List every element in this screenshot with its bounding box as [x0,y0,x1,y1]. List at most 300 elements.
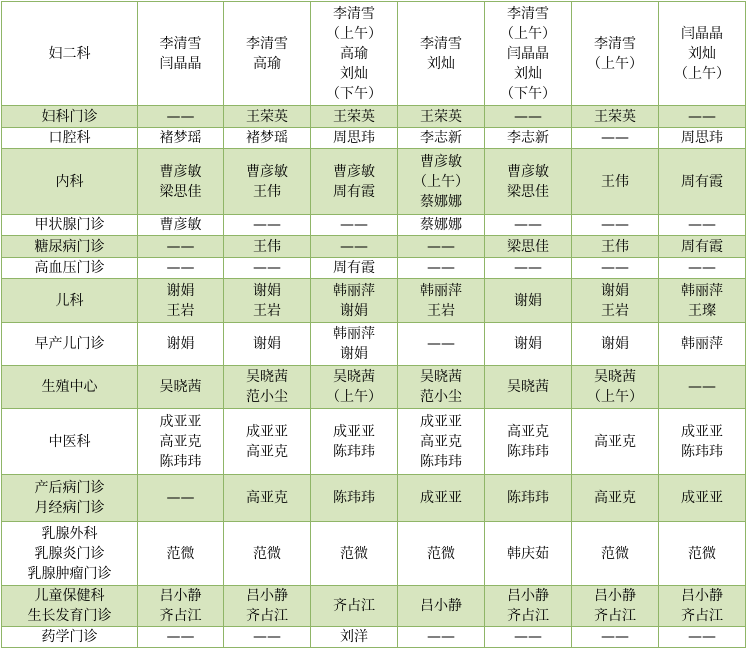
cell-line: —— [340,238,368,255]
cell-line: 刘灿 [514,65,542,82]
cell-line: 曹彦敏 [333,163,375,180]
cell-line: 李清雪 [333,5,375,22]
cell-line: 吕小静 [594,588,636,604]
cell-line: 王伟 [601,173,629,190]
cell-line: 王荣英 [420,108,462,125]
doctor-cell [311,149,398,215]
doctor-cell [485,106,572,128]
cell-line: 早产儿门诊 [34,336,105,352]
doctor-cell [138,258,224,279]
doctor-cell [398,522,485,586]
doctor-cell [224,128,311,149]
cell-line: （上午） [326,25,382,42]
doctor-cell [485,586,572,627]
cell-line: 吴晓茜 [333,369,375,385]
cell-line: （上午） [500,25,556,42]
cell-line: 李清雪 [420,35,462,52]
doctor-cell [224,366,311,409]
cell-line: —— [166,629,195,645]
shift-header-cell [572,2,659,106]
cell-line: 谢娟 [340,302,368,319]
doctor-cell [659,366,746,409]
cell-line: 范微 [253,545,281,562]
cell-line: 吴晓茜 [507,379,549,395]
doctor-cell [224,586,311,627]
cell-line: 褚梦瑶 [246,130,288,146]
doctor-cell [659,409,746,475]
table-row [2,366,746,409]
cell-line: —— [514,629,542,645]
doctor-cell [398,627,485,648]
cell-line: 范微 [601,545,629,562]
cell-line: 成亚亚 [159,413,202,430]
shift-header-cell [138,2,224,106]
table-row [2,258,746,279]
cell-line: 乳腺肿瘤门诊 [27,565,112,582]
doctor-cell [572,323,659,366]
shift-header-cell [224,2,311,106]
cell-line: 闫晶晶 [159,55,202,72]
cell-line: 范微 [688,545,716,562]
cell-line: —— [166,238,195,255]
cell-line: 高瑜 [340,45,368,62]
doctor-cell [224,258,311,279]
doctor-cell [659,627,746,648]
cell-line: —— [601,217,629,233]
doctor-cell [398,215,485,236]
doctor-cell [311,366,398,409]
doctor-cell [485,475,572,522]
cell-line: 闫晶晶 [681,25,723,42]
doctor-cell [485,215,572,236]
cell-line: 李清雪 [507,5,549,22]
doctor-cell [485,409,572,475]
cell-line: 儿科 [55,292,84,309]
doctor-cell [572,475,659,522]
department-label-cell [2,106,138,128]
cell-line: —— [427,238,455,255]
cell-line: 月经病门诊 [34,500,105,516]
department-label-cell [2,128,138,149]
cell-line: 周有霞 [333,260,375,276]
cell-line: 吕小静 [507,588,549,604]
cell-line: 周有霞 [681,173,723,190]
doctor-cell [485,258,572,279]
cell-line: （上午） [587,389,643,405]
department-label-cell [2,522,138,586]
doctor-cell [311,258,398,279]
cell-line: 高亚克 [246,490,288,506]
cell-line: 成亚亚 [681,423,723,440]
doctor-cell [659,236,746,258]
doctor-cell [224,627,311,648]
cell-line: 高瑜 [253,55,281,72]
cell-line: 吕小静 [420,598,462,614]
doctor-cell [138,149,224,215]
cell-line: 乳腺外科 [41,525,98,542]
doctor-cell [311,236,398,258]
department-label-cell [2,323,138,366]
cell-line: 王岩 [166,302,195,319]
doctor-cell [398,128,485,149]
cell-line: 谢娟 [514,292,542,309]
doctor-cell [659,215,746,236]
doctor-cell [138,128,224,149]
cell-line: 陈玮玮 [507,490,549,506]
cell-line: 刘灿 [340,65,368,82]
cell-line: 王璨 [688,302,716,319]
doctor-cell [572,258,659,279]
department-label-cell [2,475,138,522]
cell-line: 高亚克 [594,433,636,450]
schedule-body [2,2,746,648]
table-row [2,279,746,323]
table-row [2,586,746,627]
cell-line: 李志新 [420,130,462,146]
cell-line: 高亚克 [594,490,636,506]
department-label-cell [2,149,138,215]
cell-line: 谢娟 [166,336,195,352]
cell-line: 韩丽萍 [681,282,723,299]
cell-line: 蔡娜娜 [420,217,462,233]
cell-line: 高亚克 [246,443,288,460]
cell-line: —— [253,629,281,645]
cell-line: 内科 [55,173,84,190]
doctor-cell [572,236,659,258]
cell-line: —— [688,217,716,233]
cell-line: 蔡娜娜 [420,193,462,210]
cell-line: 糖尿病门诊 [34,238,105,255]
cell-line: 王伟 [253,183,281,200]
cell-line: 曹彦敏 [507,163,549,180]
doctor-cell [224,106,311,128]
cell-line: 曹彦敏 [159,163,202,180]
cell-line: 吴晓茜 [594,369,636,385]
cell-line: 李清雪 [594,35,636,52]
cell-line: 梁思佳 [507,183,549,200]
cell-line: 陈玮玮 [159,453,202,470]
shift-header-cell [398,2,485,106]
cell-line: 齐占江 [507,608,549,624]
cell-line: 周有霞 [681,238,723,255]
cell-line: 刘灿 [427,55,455,72]
cell-line: 吴晓茜 [159,379,202,395]
doctor-cell [485,522,572,586]
department-label-cell [2,409,138,475]
cell-line: 儿童保健科 [34,588,105,604]
header-row [2,2,746,106]
doctor-cell [138,586,224,627]
doctor-cell [398,106,485,128]
doctor-cell [659,323,746,366]
cell-line: 产后病门诊 [34,480,105,496]
doctor-cell [138,409,224,475]
cell-line: 韩庆茹 [507,545,549,562]
doctor-cell [659,586,746,627]
doctor-cell [398,279,485,323]
cell-line: —— [601,629,629,645]
department-label-cell [2,215,138,236]
cell-line: 范微 [427,545,455,562]
doctor-cell [572,128,659,149]
doctor-cell [572,522,659,586]
cell-line: 陈玮玮 [507,443,549,460]
cell-line: 刘灿 [688,45,716,62]
doctor-cell [224,475,311,522]
doctor-cell [311,128,398,149]
doctor-cell [224,279,311,323]
cell-line: 谢娟 [340,346,368,362]
shift-header-cell [485,2,572,106]
doctor-cell [311,522,398,586]
cell-line: （下午） [326,85,382,102]
cell-line: —— [514,217,542,233]
table-row [2,475,746,522]
doctor-cell [659,258,746,279]
doctor-cell [138,627,224,648]
doctor-cell [138,279,224,323]
cell-line: —— [166,108,195,125]
cell-line: —— [166,260,195,276]
doctor-cell [138,475,224,522]
cell-line: —— [514,260,542,276]
cell-line: 韩丽萍 [420,282,462,299]
doctor-cell [659,522,746,586]
cell-line: 陈玮玮 [420,453,462,470]
doctor-cell [572,149,659,215]
cell-line: 甲状腺门诊 [34,217,105,233]
cell-line: 成亚亚 [420,413,462,430]
cell-line: 妇科门诊 [41,108,98,125]
cell-line: 王荣英 [594,108,636,125]
cell-line: 范小尘 [246,389,288,405]
table-row [2,522,746,586]
doctor-cell [398,323,485,366]
cell-line: 生长发育门诊 [27,608,112,624]
doctor-cell [224,215,311,236]
table-row [2,323,746,366]
doctor-cell [398,366,485,409]
cell-line: 范微 [340,545,368,562]
doctor-cell [398,236,485,258]
doctor-cell [398,475,485,522]
cell-line: —— [688,260,716,276]
doctor-cell [485,366,572,409]
cell-line: 齐占江 [333,598,375,614]
shift-header-cell [311,2,398,106]
cell-line: 高亚克 [159,433,202,450]
doctor-cell [224,149,311,215]
cell-line: —— [427,629,455,645]
doctor-cell [311,106,398,128]
cell-line: 陈玮玮 [333,490,375,506]
cell-line: （上午） [413,173,469,190]
cell-line: （下午） [500,85,556,102]
doctor-cell [138,215,224,236]
cell-line: 谢娟 [166,282,195,299]
doctor-cell [572,279,659,323]
doctor-cell [138,106,224,128]
cell-line: 谢娟 [601,282,629,299]
doctor-cell [572,409,659,475]
cell-line: 高亚克 [507,423,549,440]
table-row [2,215,746,236]
cell-line: 成亚亚 [420,490,462,506]
cell-line: 吕小静 [246,588,288,604]
table-row [2,149,746,215]
cell-line: 韩丽萍 [333,326,375,342]
cell-line: 王岩 [427,302,455,319]
table-row [2,627,746,648]
department-label-cell [2,236,138,258]
shift-header-cell [659,2,746,106]
department-corner-cell: 妇二科 [2,2,138,106]
cell-line: —— [427,260,455,276]
cell-line: 齐占江 [681,608,723,624]
doctor-cell [572,215,659,236]
cell-line: 吴晓茜 [246,369,288,385]
cell-line: 乳腺炎门诊 [34,545,105,562]
doctor-cell [572,627,659,648]
cell-line: 李清雪 [246,35,288,52]
table-row [2,106,746,128]
doctor-cell [572,586,659,627]
cell-line: 齐占江 [159,608,202,624]
cell-line: （上午） [674,65,730,82]
doctor-cell [659,149,746,215]
cell-line: —— [427,336,455,352]
table-row [2,128,746,149]
cell-line: 高血压门诊 [34,260,105,276]
department-label-cell [2,279,138,323]
cell-line: 王伟 [253,238,281,255]
cell-line: 褚梦瑶 [159,130,202,146]
cell-line: 韩丽萍 [681,336,723,352]
doctor-cell [659,475,746,522]
cell-line: （上午） [326,389,382,405]
cell-line: 曹彦敏 [159,217,202,233]
cell-line: 谢娟 [253,282,281,299]
cell-line: 齐占江 [246,608,288,624]
doctor-cell [138,323,224,366]
cell-line: —— [688,629,716,645]
table-row [2,236,746,258]
cell-line: 谢娟 [253,336,281,352]
cell-line: 生殖中心 [41,379,98,395]
cell-line: 成亚亚 [333,423,375,440]
cell-line: —— [514,108,542,125]
cell-line: 刘洋 [340,629,368,645]
cell-line: 齐占江 [594,608,636,624]
department-label-cell [2,586,138,627]
doctor-cell [224,236,311,258]
cell-line: 成亚亚 [246,423,288,440]
table-row [2,409,746,475]
doctor-cell [138,366,224,409]
doctor-cell [311,323,398,366]
doctor-cell [485,128,572,149]
cell-line: 曹彦敏 [420,153,462,170]
cell-line: 吴晓茜 [420,369,462,385]
department-label-cell [2,366,138,409]
cell-line: 韩丽萍 [333,282,375,299]
cell-line: 梁思佳 [159,183,202,200]
doctor-cell [138,522,224,586]
cell-line: 吕小静 [681,588,723,604]
doctor-cell [311,215,398,236]
cell-line: 范微 [166,545,195,562]
doctor-cell [224,409,311,475]
cell-line: —— [601,130,629,146]
cell-line: 李志新 [507,130,549,146]
cell-line: 周思玮 [681,130,723,146]
doctor-cell [224,522,311,586]
doctor-cell [398,409,485,475]
cell-line: 周思玮 [333,130,375,146]
doctor-cell [485,236,572,258]
cell-line: —— [688,108,716,125]
cell-line: 谢娟 [514,336,542,352]
cell-line: —— [253,217,281,233]
doctor-cell [659,106,746,128]
cell-line: 谢娟 [601,336,629,352]
cell-line: 陈玮玮 [333,443,375,460]
cell-line: 王荣英 [246,108,288,125]
cell-line: 范小尘 [420,389,462,405]
doctor-cell [311,279,398,323]
doctor-cell [485,149,572,215]
doctor-cell [311,627,398,648]
cell-line: 周有霞 [333,183,375,200]
doctor-cell [485,323,572,366]
doctor-cell [572,106,659,128]
doctor-cell [398,258,485,279]
doctor-cell [485,627,572,648]
doctor-cell [311,409,398,475]
cell-line: —— [688,379,716,395]
doctor-cell [138,236,224,258]
cell-line: 王岩 [601,302,629,319]
department-label-cell [2,627,138,648]
cell-line: 陈玮玮 [681,443,723,460]
doctor-cell [311,586,398,627]
cell-line: 高亚克 [420,433,462,450]
doctor-cell [485,279,572,323]
doctor-cell [224,323,311,366]
cell-line: 李清雪 [159,35,202,52]
doctor-cell [398,586,485,627]
cell-line: —— [166,490,195,506]
cell-line: 成亚亚 [681,490,723,506]
cell-line: —— [253,260,281,276]
cell-line: 王荣英 [333,108,375,125]
cell-line: 王伟 [601,238,629,255]
cell-line: —— [340,217,368,233]
cell-line: 药学门诊 [41,629,98,645]
doctor-cell [659,128,746,149]
cell-line: 闫晶晶 [507,45,549,62]
doctor-cell [572,366,659,409]
cell-line: 曹彦敏 [246,163,288,180]
cell-line: 口腔科 [48,130,91,146]
cell-line: 吕小静 [159,588,202,604]
department-label-cell [2,258,138,279]
doctor-cell [311,475,398,522]
doctor-cell [398,149,485,215]
clinic-schedule-table [1,1,746,648]
cell-line: 梁思佳 [507,238,549,255]
cell-line: （上午） [587,55,643,72]
